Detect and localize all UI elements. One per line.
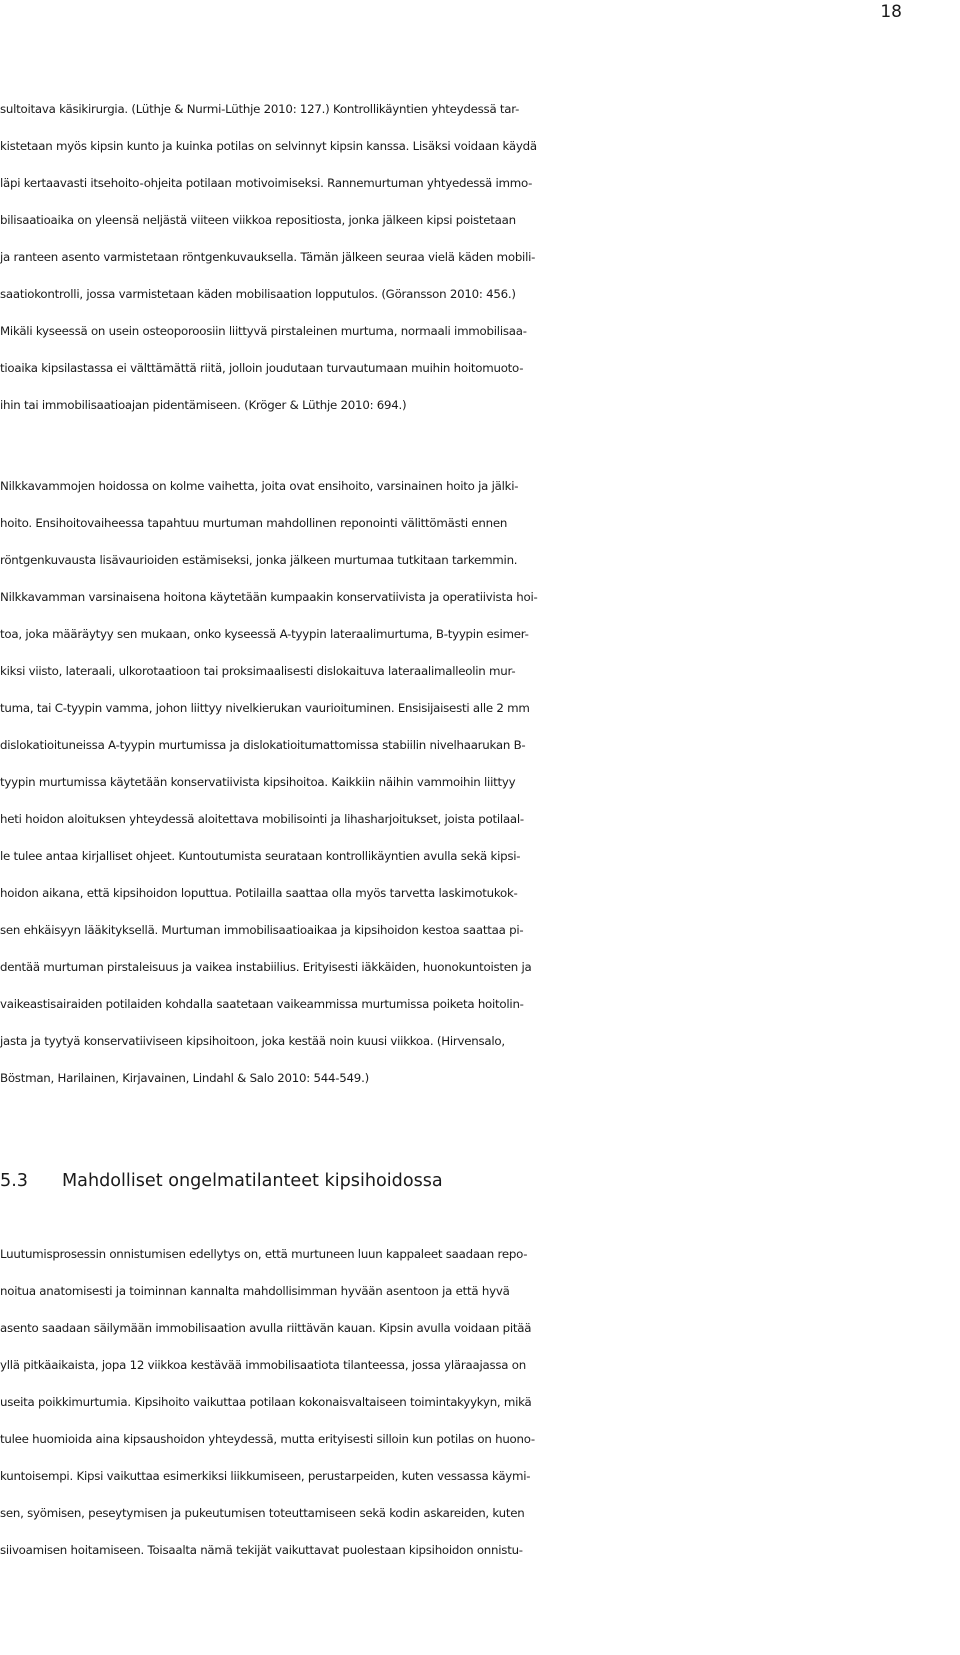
text-line: Mikäli kyseessä on usein osteoporoosiin liittyvä pirstaleinen murtuma, normaali immobilisaa- — [0, 324, 527, 338]
text-line: läpi kertaavasti itsehoito-ohjeita potilaan motivoimiseksi. Rannemurtuman yhtyedessä immo- — [0, 176, 533, 190]
text-line: Nilkkavammojen hoidossa on kolme vaihetta, joita ovat ensihoito, varsinainen hoito ja jälki- — [0, 479, 519, 493]
text-line: Nilkkavamman varsinaisena hoitona käytetään kumpaakin konservatiivista ja operatiivista hoi- — [0, 590, 538, 604]
text-line: tulee huomioida aina kipsaushoidon yhteydessä, mutta erityisesti silloin kun potilas on huono- — [0, 1432, 535, 1446]
text-line: röntgenkuvausta lisävaurioiden estämiseksi, jonka jälkeen murtumaa tutkitaan tarkemmin. — [0, 553, 518, 567]
text-line: ihin tai immobilisaatioajan pidentämiseen. (Kröger & Lüthje 2010: 694.) — [0, 398, 407, 412]
text-line: siivoamisen hoitamiseen. Toisaalta nämä tekijät vaikuttavat puolestaan kipsihoidon onnistu- — [0, 1543, 523, 1557]
text-line: hoito. Ensihoitovaiheessa tapahtuu murtuman mahdollinen reponointi välittömästi ennen — [0, 516, 508, 530]
section-heading — [0, 1171, 960, 1191]
text-line: hoidon aikana, että kipsihoidon loputtua. Potilailla saattaa olla myös tarvetta laskimotukok- — [0, 886, 518, 900]
text-line: yllä pitkäaikaista, jopa 12 viikkoa kestävää immobilisaatiota tilanteessa, jossa yläraajassa on — [0, 1358, 526, 1372]
text-line: kistetaan myös kipsin kunto ja kuinka potilas on selvinnyt kipsin kanssa. Lisäksi voidaan käydä — [0, 139, 537, 153]
text-line: le tulee antaa kirjalliset ohjeet. Kuntoutumista seurataan kontrollikäyntien avulla sekä kipsi- — [0, 849, 521, 863]
text-line: bilisaatioaika on yleensä neljästä viiteen viikkoa repositiosta, jonka jälkeen kipsi poistetaan — [0, 213, 516, 227]
text-line: useita poikkimurtumia. Kipsihoito vaikuttaa potilaan kokonaisvaltaiseen toimintakyykyn, mikä — [0, 1395, 532, 1409]
text-line: ja ranteen asento varmistetaan röntgenkuvauksella. Tämän jälkeen seuraa vielä käden mobili- — [0, 250, 536, 264]
page-number: 18 — [880, 2, 902, 22]
text-line: dentää murtuman pirstaleisuus ja vaikea instabiilius. Erityisesti iäkkäiden, huonokuntoisten ja — [0, 960, 532, 974]
section-number: 5.3 — [0, 1171, 28, 1191]
text-line: noitua anatomisesti ja toiminnan kannalta mahdollisimman hyvään asentoon ja että hyvä — [0, 1284, 510, 1298]
text-line: toa, joka määräytyy sen mukaan, onko kyseessä A-tyypin lateraalimurtuma, B-tyypin esimer- — [0, 627, 529, 641]
text-line: dislokatioituneissa A-tyypin murtumissa ja dislokatioitumattomissa stabiilin nivelhaarukan B- — [0, 738, 526, 752]
text-line: tioaika kipsilastassa ei välttämättä riitä, jolloin joudutaan turvautumaan muihin hoitomuoto- — [0, 361, 524, 375]
text-line: tuma, tai C-tyypin vamma, johon liittyy nivelkierukan vaurioituminen. Ensisijaisesti alle 2 mm — [0, 701, 530, 715]
text-line: vaikeastisairaiden potilaiden kohdalla saatetaan vaikeammissa murtumissa poiketa hoitolin- — [0, 997, 524, 1011]
text-line: kuntoisempi. Kipsi vaikuttaa esimerkiksi liikkumiseen, perustarpeiden, kuten vessassa käymi- — [0, 1469, 531, 1483]
text-line: kiksi viisto, lateraali, ulkorotaatioon tai proksimaalisesti dislokaituva lateraalimalleolin mur- — [0, 664, 516, 678]
text-line: asento saadaan säilymään immobilisaation avulla riittävän kauan. Kipsin avulla voidaan pitää — [0, 1321, 532, 1335]
text-line: sen ehkäisyyn lääkityksellä. Murtuman immobilisaatioaikaa ja kipsihoidon kestoa saattaa pi- — [0, 923, 524, 937]
text-line: Böstman, Harilainen, Kirjavainen, Lindahl & Salo 2010: 544-549.) — [0, 1071, 369, 1085]
text-line: sultoitava käsikirurgia. (Lüthje & Nurmi-Lüthje 2010: 127.) Kontrollikäyntien yhteydessä tar- — [0, 102, 520, 116]
text-line: jasta ja tyytyä konservatiiviseen kipsihoitoon, joka kestää noin kuusi viikkoa. (Hirvensalo, — [0, 1034, 505, 1048]
text-line: saatiokontrolli, jossa varmistetaan käden mobilisaation lopputulos. (Göransson 2010: 456.) — [0, 287, 516, 301]
section-title: Mahdolliset ongelmatilanteet kipsihoidossa — [62, 1171, 443, 1191]
text-line: Luutumisprosessin onnistumisen edellytys on, että murtuneen luun kappaleet saadaan repo- — [0, 1247, 528, 1261]
text-line: sen, syömisen, peseytymisen ja pukeutumisen toteuttamiseen sekä kodin askareiden, kuten — [0, 1506, 525, 1520]
text-line: tyypin murtumissa käytetään konservatiivista kipsihoitoa. Kaikkiin näihin vammoihin liittyy — [0, 775, 516, 789]
text-line: heti hoidon aloituksen yhteydessä aloitettava mobilisointi ja lihasharjoitukset, joista potilaal- — [0, 812, 524, 826]
